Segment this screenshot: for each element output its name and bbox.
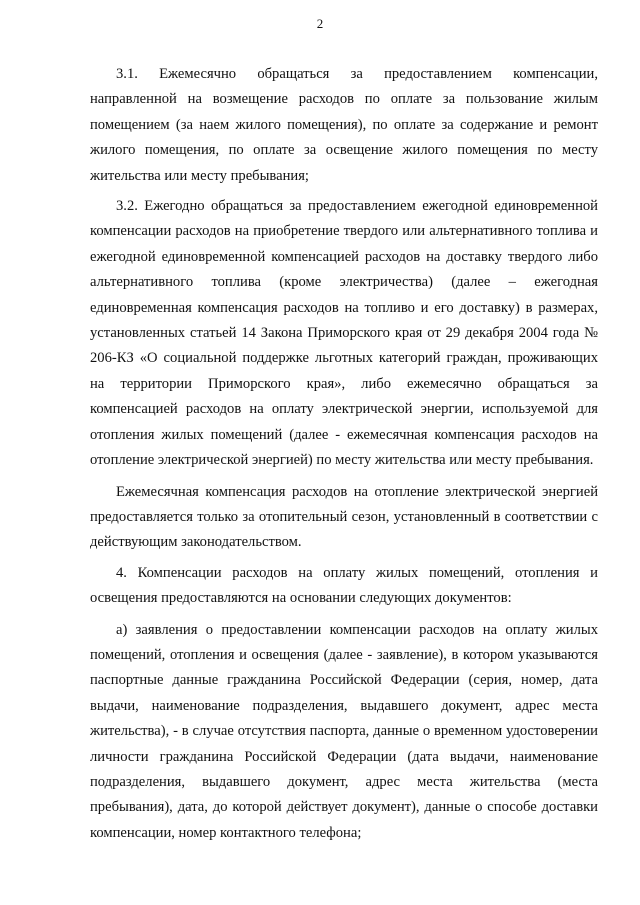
paragraph-3-2: 3.2. Ежегодно обращаться за предоставлением ежегодной единовременной компенсации расходов на приобретение твердого или альтернативного топлива и ежегодной единовременной компенсацией расходов на доставку твердого либо альтернативного топлива (кроме электричества) (далее – ежегодная единовременная компенсация расходов на топливо и его доставку) в размерах, установленных статьей 14 Закона Приморского края от 29 декабря 2004 года № 206-КЗ «О социальной поддержке льготных категорий граждан, проживающих на территории Приморского края», либо ежемесячно обращаться за компенсацией расходов на оплату электрической энергии, используемой для отопления жилых помещений (далее - ежемесячная компенсация расходов на отопление электрической энергией) по месту жительства или месту пребывания. <box>90 198 598 469</box>
page-number: 2 <box>316 16 324 31</box>
paragraph-electric-heating: Ежемесячная компенсация расходов на отопление электрической энергией предоставляется только за отопительный сезон, установленный в соответствии с действующим законодательством. <box>90 483 598 551</box>
document-body <box>90 62 598 846</box>
paragraph-4: 4. Компенсации расходов на оплату жилых помещений, отопления и освещения предоставляются на основании следующих документов: <box>90 564 598 607</box>
paragraph-4a: а) заявления о предоставлении компенсации расходов на оплату жилых помещений, отопления и освещения (далее - заявление), в котором указываются паспортные данные гражданина Российской Федерации (серия, номер, дата выдачи, наименование подразделения, выдавшего документ, адрес места жительства), - в случае отсутствия паспорта, данные о временном удостоверении личности гражданина Российской Федерации (дата выдачи, наименование подразделения, выдавшего документ, адрес места жительства (места пребывания), дата, до которой действует документ), данные о способе доставки компенсации, номер контактного телефона; <box>90 621 598 841</box>
paragraph-3-1: 3.1. Ежемесячно обращаться за предоставлением компенсации, направленной на возмещение расходов по оплате за пользование жилым помещением (за наем жилого помещения), по оплате за содержание и ремонт жилого помещения, по оплате за освещение жилого помещения по месту жительства или месту пребывания; <box>90 66 598 184</box>
